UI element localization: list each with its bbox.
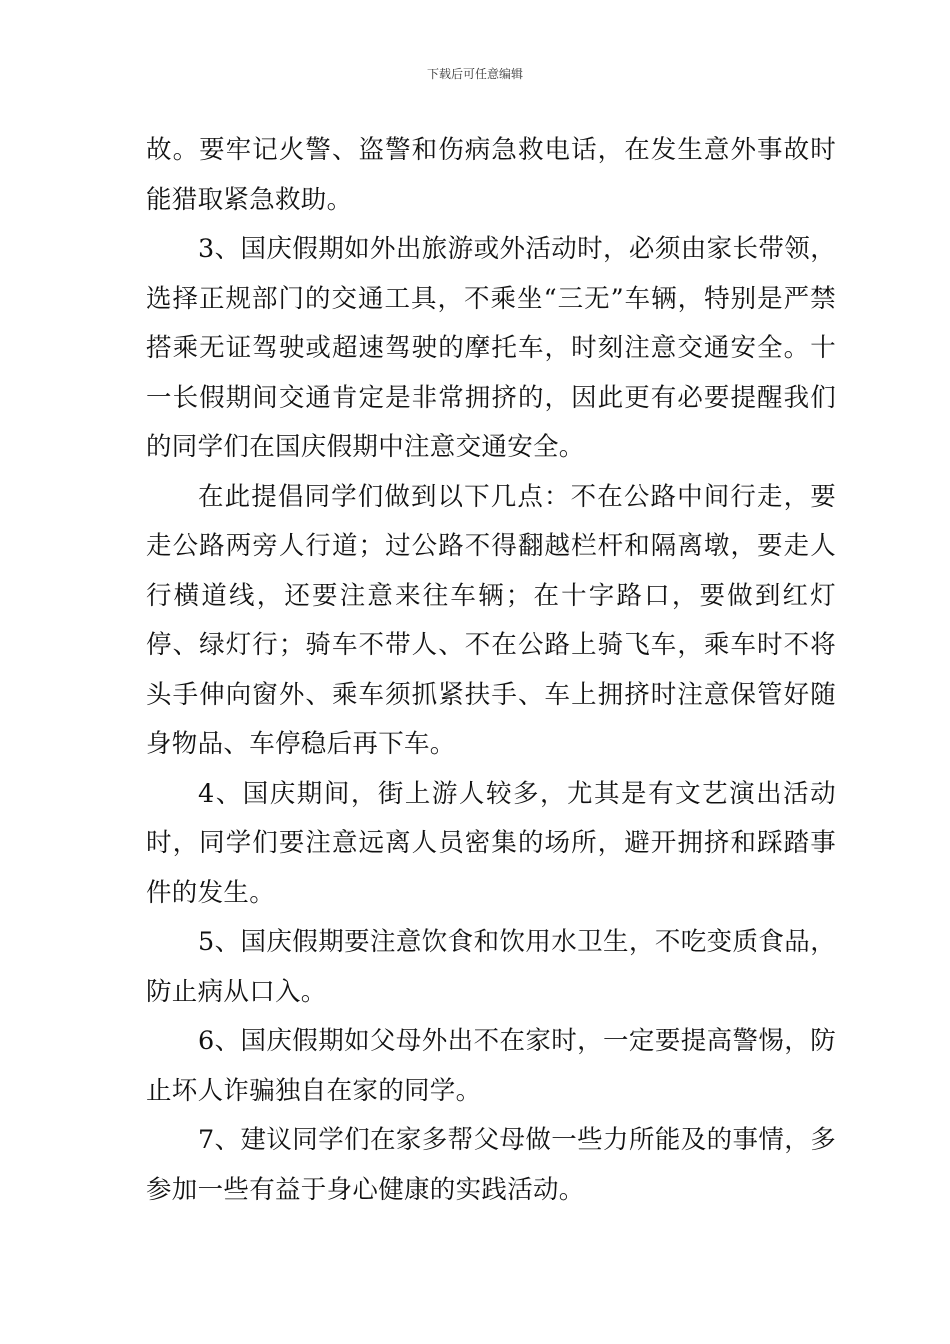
- page-header-note: 下载后可任意编辑: [426, 67, 523, 81]
- paragraph-continuation: 故。要牢记火警、盗警和伤病急救电话，在发生意外事故时能猎取紧急救助。: [146, 135, 836, 215]
- paragraph-traffic-tips: 在此提倡同学们做到以下几点：不在公路中间行走，要走公路两旁人行道；过公路不得翻越栏杆和隔离墩，要走人行横道线，还要注意来往车辆；在十字路口，要做到红灯停、绿灯行；骑车不带人、不在公路上骑飞车，乘车时不将头手伸向窗外、乘车须抓紧扶手、车上拥挤时注意保管好随身物品、车停稳后再下车。: [146, 481, 836, 759]
- paragraph-item-7: 7、建议同学们在家多帮父母做一些力所能及的事情，多参加一些有益于身心健康的实践活动。: [146, 1125, 836, 1205]
- paragraph-item-4: 4、国庆期间，街上游人较多，尤其是有文艺演出活动时，同学们要注意远离人员密集的场所，避开拥挤和踩踏事件的发生。: [146, 778, 836, 908]
- document-body: [146, 126, 836, 1215]
- paragraph-item-3: 3、国庆假期如外出旅游或外活动时，必须由家长带领，选择正规部门的交通工具，不乘坐“三无”车辆，特别是严禁搭乘无证驾驶或超速驾驶的摩托车，时刻注意交通安全。十一长假期间交通肯定是非常拥挤的，因此更有必要提醒我们的同学们在国庆假期中注意交通安全。: [146, 234, 836, 462]
- paragraph-item-5: 5、国庆假期要注意饮食和饮用水卫生，不吃变质食品，防止病从口入。: [146, 927, 836, 1007]
- paragraph-item-6: 6、国庆假期如父母外出不在家时，一定要提高警惕，防止坏人诈骗独自在家的同学。: [146, 1026, 836, 1106]
